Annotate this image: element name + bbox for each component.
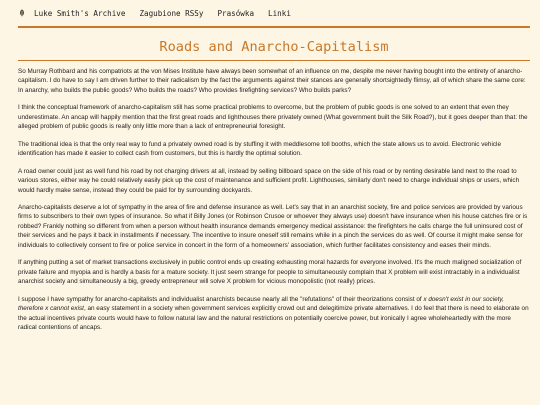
nav-link-linki[interactable]: Linki <box>268 8 291 18</box>
leaf-logo-icon[interactable] <box>18 9 26 17</box>
top-nav <box>18 0 530 28</box>
paragraph: The traditional idea is that the only real way to fund a privately owned road is by stuffing it with meddlesome toll booths, which the state allows us to avoid. Electronic vehicle identification has made it easier to collect cash from customers, but this is hardly the optimal solution. <box>18 140 501 158</box>
emphasized-text: x doesn't exist in our society, therefore x cannot exist <box>18 295 504 313</box>
paragraph: I think the conceptual framework of anarcho-capitalism still has some practical problems to overcome, but the problem of public goods is one solved to an extent that even they underestimate. An ancap will happily mention that the first great roads and lighthouses there privately owned (What government built the Silk Road?), but it goes deeper than that: the alleged problem of public goods is really only little more than a lack of entrepreneurial foresight. <box>18 104 528 131</box>
paragraph: Anarcho-capitalists deserve a lot of sympathy in the area of fire and defense insurance as well. Let's say that in an anarchist society, fire and police services are provided by various firms to subscribers to their own types of insurance. So what if Billy Jones (or Robinson Crusoe or whoever they always use) doesn't have insurance when his house catches fire or is robbed? Frankly nothing so different from when a person without health insurance demands emergency medical assistance: the firefighters he calls charge the full uninsured cost of their services and he pays it back in installments if necessary. The incentive to insure oneself still remains while in a pinch the services do as well. Of course it might make sense for individuals to collectively consent to fire or police service in concert in the form of a homeowners' association, which further facilitates consistency and eases their minds. <box>18 203 528 249</box>
paragraph: A road owner could just as well fund his road by not charging drivers at all, instead by selling billboard space on the side of his road or by renting desirable land next to the road to various stores, either way he could relatively easily pick up the cost of maintenance and sufficient profit. Lighthouses, similarly don't need to charge individual ships or users, which would hardly make sense, instead they could be paid for by surrounding dockyards. <box>18 167 520 194</box>
paragraph: If anything putting a set of market transactions exclusively in public control ends up creating exhausting moral hazards for everyone involved. It's the much maligned socialization of private failure and myopia and is hardly a basis for a mature society. It just seem strange for people to simultaneously complain that X problem will exist intractably in a individualist anarchist society and simultaneously a big, greedy entrepreneur will solve X problem for vicious monopolistic (not really) prices. <box>18 259 522 286</box>
nav-link-prasowka[interactable]: Prasówka <box>217 8 255 18</box>
paragraph-text: I suppose I have sympathy for anarcho-capitalists and individualist anarchists because nearly all the "refutations" of their theorizations consist of <box>18 295 424 303</box>
nav-link-archive[interactable]: Luke Smith's Archive <box>34 8 126 18</box>
paragraph-text: , an easy statement in a society when government services explicitly crowd out and delegitimize private alternatives. I do feel that there is need to elaborate on the actual incentives private courts would have to follow natural law and the natural restrictions on potentially coercive power, but ironically I agree wholeheartedly with the more radical contentions of ancaps. <box>18 305 529 331</box>
paragraph <box>18 295 530 333</box>
article-body <box>18 67 530 332</box>
page-title: Roads and Anarcho-Capitalism <box>18 39 530 61</box>
paragraph: So Murray Rothbard and his compatriots at the von Mises Institute have always been somewhat of an influence on me, despite me never having bought into the entirety of anarcho-capitalism. I do have to say I am driven further to their radicalism by the fact the arguments against their stances are generally shortsightedly flimsy, all of which share the same core: In anarchy, who builds the public goods? Who builds the roads? Who provides firefighting services? Who builds parks? <box>18 68 526 94</box>
nav-link-rss[interactable]: Zagubione RSSy <box>139 8 204 18</box>
